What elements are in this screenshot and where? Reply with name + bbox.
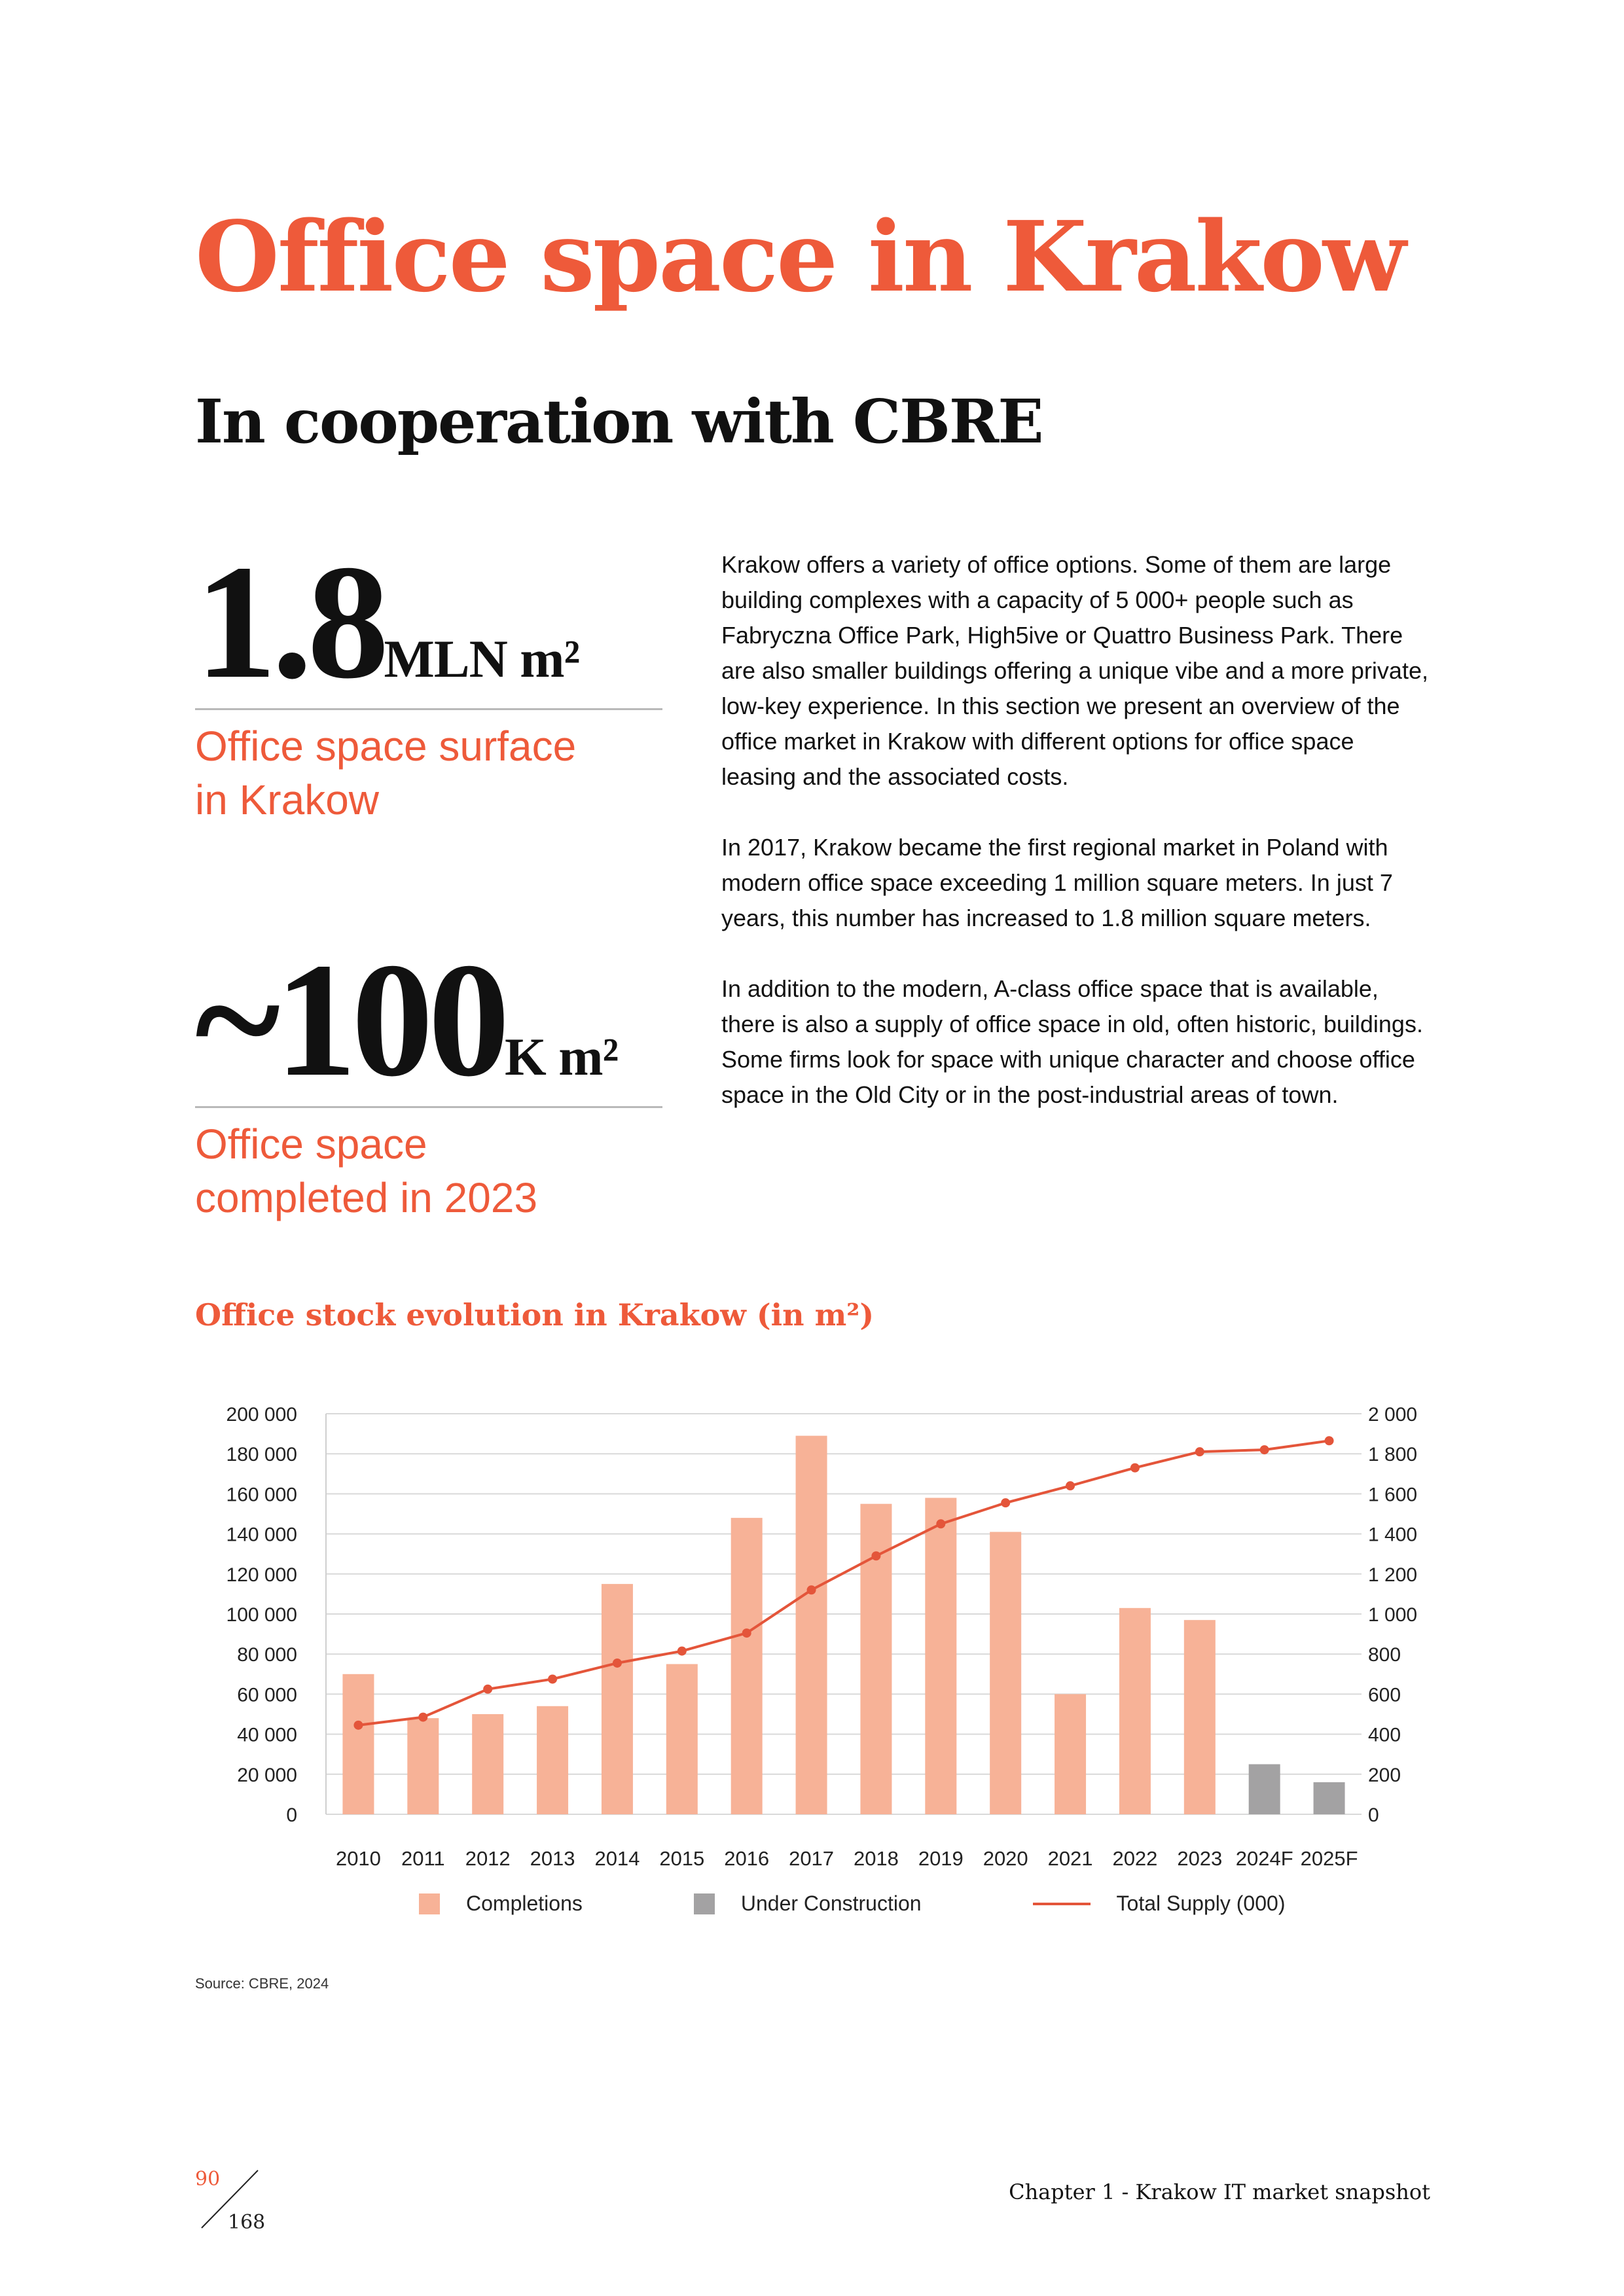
stat-value: ~100 bbox=[195, 929, 505, 1111]
page-subtitle: In cooperation with CBRE bbox=[195, 386, 1043, 457]
chart-legend bbox=[419, 1892, 1396, 1916]
total-supply-point bbox=[677, 1647, 687, 1656]
x-tick-label: 2015 bbox=[659, 1847, 705, 1870]
paragraph: Krakow offers a variety of office options. Some of them are large building complexes with a capacity of 5 000+ people such as Fabryczna Office Park, High5ive or Quattro Business Park. There are also smaller buildings offering a unique vibe and a more private, low-key experience. In this section we present an overview of the office market in Krakow with different options for office space leasing and the associated costs. bbox=[721, 551, 1428, 790]
x-tick-label: 2018 bbox=[853, 1847, 899, 1870]
y-right-tick-label: 0 bbox=[1368, 1804, 1379, 1826]
y-left-tick-label: 60 000 bbox=[237, 1684, 297, 1706]
total-supply-line bbox=[358, 1441, 1329, 1725]
total-supply-point bbox=[1066, 1481, 1075, 1490]
page-number: 90 bbox=[195, 2168, 221, 2191]
stat-value: 1.8 bbox=[195, 531, 384, 713]
y-left-tick-label: 120 000 bbox=[226, 1564, 297, 1586]
y-right-tick-label: 600 bbox=[1368, 1684, 1401, 1706]
total-supply-point bbox=[1195, 1447, 1204, 1456]
completions-bar bbox=[1184, 1620, 1216, 1814]
body-text bbox=[721, 547, 1435, 1148]
y-right-tick-label: 1 200 bbox=[1368, 1564, 1418, 1586]
legend-label: Total Supply (000) bbox=[1116, 1892, 1286, 1915]
total-supply-point bbox=[871, 1551, 880, 1560]
completions-swatch bbox=[419, 1893, 440, 1914]
paragraph: In addition to the modern, A-class office space that is available, there is also a supply of office space in old, often historic, buildings. Some firms look for space with unique character and choose office space in the Old City or in the post-industrial areas of town. bbox=[721, 975, 1423, 1108]
y-left-tick-label: 160 000 bbox=[226, 1484, 297, 1506]
y-right-tick-label: 1 800 bbox=[1368, 1444, 1418, 1466]
x-tick-label: 2011 bbox=[401, 1847, 445, 1870]
page-title: Office space in Krakow bbox=[195, 200, 1405, 314]
stat-label: Office space surface in Krakow bbox=[195, 723, 577, 823]
total-supply-point bbox=[1260, 1445, 1269, 1454]
completions-bar bbox=[990, 1532, 1021, 1814]
y-right-tick-label: 800 bbox=[1368, 1644, 1401, 1666]
total-supply-point bbox=[613, 1659, 622, 1668]
stat-unit: MLN m² bbox=[384, 629, 580, 689]
total-supply-point bbox=[418, 1713, 427, 1722]
total-supply-point bbox=[742, 1628, 751, 1638]
x-tick-label: 2025F bbox=[1300, 1847, 1358, 1870]
legend-label: Under Construction bbox=[740, 1892, 922, 1915]
x-tick-label: 2023 bbox=[1177, 1847, 1223, 1870]
stat-office-completed bbox=[195, 929, 662, 1225]
completions-bar bbox=[472, 1714, 503, 1814]
completions-bar bbox=[731, 1518, 763, 1814]
under-construction-swatch bbox=[694, 1893, 715, 1914]
total-supply-point bbox=[807, 1585, 816, 1594]
page-total: 168 bbox=[228, 2211, 266, 2234]
total-supply-point bbox=[1325, 1436, 1334, 1445]
completions-bar bbox=[1055, 1694, 1086, 1814]
total-supply-point bbox=[483, 1685, 492, 1694]
y-right-tick-label: 1 600 bbox=[1368, 1484, 1418, 1506]
y-left-tick-label: 80 000 bbox=[237, 1644, 297, 1666]
completions-bar bbox=[537, 1706, 568, 1814]
stat-unit: K m² bbox=[505, 1027, 619, 1086]
y-left-tick-label: 180 000 bbox=[226, 1444, 297, 1466]
y-left-tick-label: 0 bbox=[286, 1804, 297, 1826]
y-left-tick-label: 200 000 bbox=[226, 1404, 297, 1426]
x-tick-label: 2022 bbox=[1112, 1847, 1158, 1870]
completions-bar bbox=[602, 1584, 633, 1814]
x-tick-label: 2017 bbox=[789, 1847, 835, 1870]
y-right-tick-label: 1 400 bbox=[1368, 1524, 1418, 1546]
total-supply-point bbox=[936, 1519, 945, 1528]
footer-chapter: Chapter 1 - Krakow IT market snapshot bbox=[1009, 2179, 1430, 2204]
stat-office-surface bbox=[195, 531, 662, 827]
x-tick-label: 2024F bbox=[1235, 1847, 1293, 1870]
legend-under-construction bbox=[694, 1892, 922, 1916]
total-supply-swatch bbox=[1033, 1903, 1091, 1905]
under-construction-bar bbox=[1314, 1782, 1345, 1814]
total-supply-point bbox=[1130, 1463, 1140, 1473]
y-right-tick-label: 400 bbox=[1368, 1724, 1401, 1746]
completions-bar bbox=[925, 1498, 956, 1814]
legend-label: Completions bbox=[466, 1892, 583, 1915]
legend-completions bbox=[419, 1892, 583, 1916]
x-tick-label: 2014 bbox=[594, 1847, 640, 1870]
completions-bar bbox=[407, 1718, 439, 1814]
y-left-tick-label: 100 000 bbox=[226, 1604, 297, 1626]
x-tick-label: 2013 bbox=[530, 1847, 575, 1870]
completions-bar bbox=[342, 1674, 374, 1814]
x-tick-label: 2021 bbox=[1047, 1847, 1093, 1870]
y-right-tick-label: 1 000 bbox=[1368, 1604, 1418, 1626]
completions-bar bbox=[796, 1436, 827, 1814]
x-tick-label: 2012 bbox=[465, 1847, 511, 1870]
x-tick-label: 2019 bbox=[918, 1847, 964, 1870]
source-note: Source: CBRE, 2024 bbox=[195, 1975, 329, 1992]
y-right-tick-label: 200 bbox=[1368, 1764, 1401, 1786]
paragraph: In 2017, Krakow became the first regional market in Poland with modern office space exceeding 1 million square meters. In just 7 years, this number has increased to 1.8 million square meters. bbox=[721, 834, 1393, 931]
completions-bar bbox=[666, 1664, 698, 1815]
y-left-tick-label: 140 000 bbox=[226, 1524, 297, 1546]
y-right-tick-label: 2 000 bbox=[1368, 1404, 1418, 1426]
total-supply-point bbox=[353, 1721, 363, 1730]
office-stock-chart bbox=[195, 1388, 1465, 1885]
x-tick-label: 2020 bbox=[983, 1847, 1028, 1870]
x-tick-label: 2016 bbox=[724, 1847, 770, 1870]
stat-label: Office space completed in 2023 bbox=[195, 1121, 538, 1221]
total-supply-point bbox=[548, 1674, 557, 1683]
total-supply-point bbox=[1001, 1498, 1010, 1507]
x-tick-label: 2010 bbox=[335, 1847, 381, 1870]
legend-total-supply bbox=[1033, 1892, 1286, 1916]
chart-title: Office stock evolution in Krakow (in m²) bbox=[195, 1297, 875, 1333]
under-construction-bar bbox=[1249, 1765, 1280, 1815]
y-left-tick-label: 20 000 bbox=[237, 1764, 297, 1786]
y-left-tick-label: 40 000 bbox=[237, 1724, 297, 1746]
completions-bar bbox=[1119, 1608, 1151, 1814]
